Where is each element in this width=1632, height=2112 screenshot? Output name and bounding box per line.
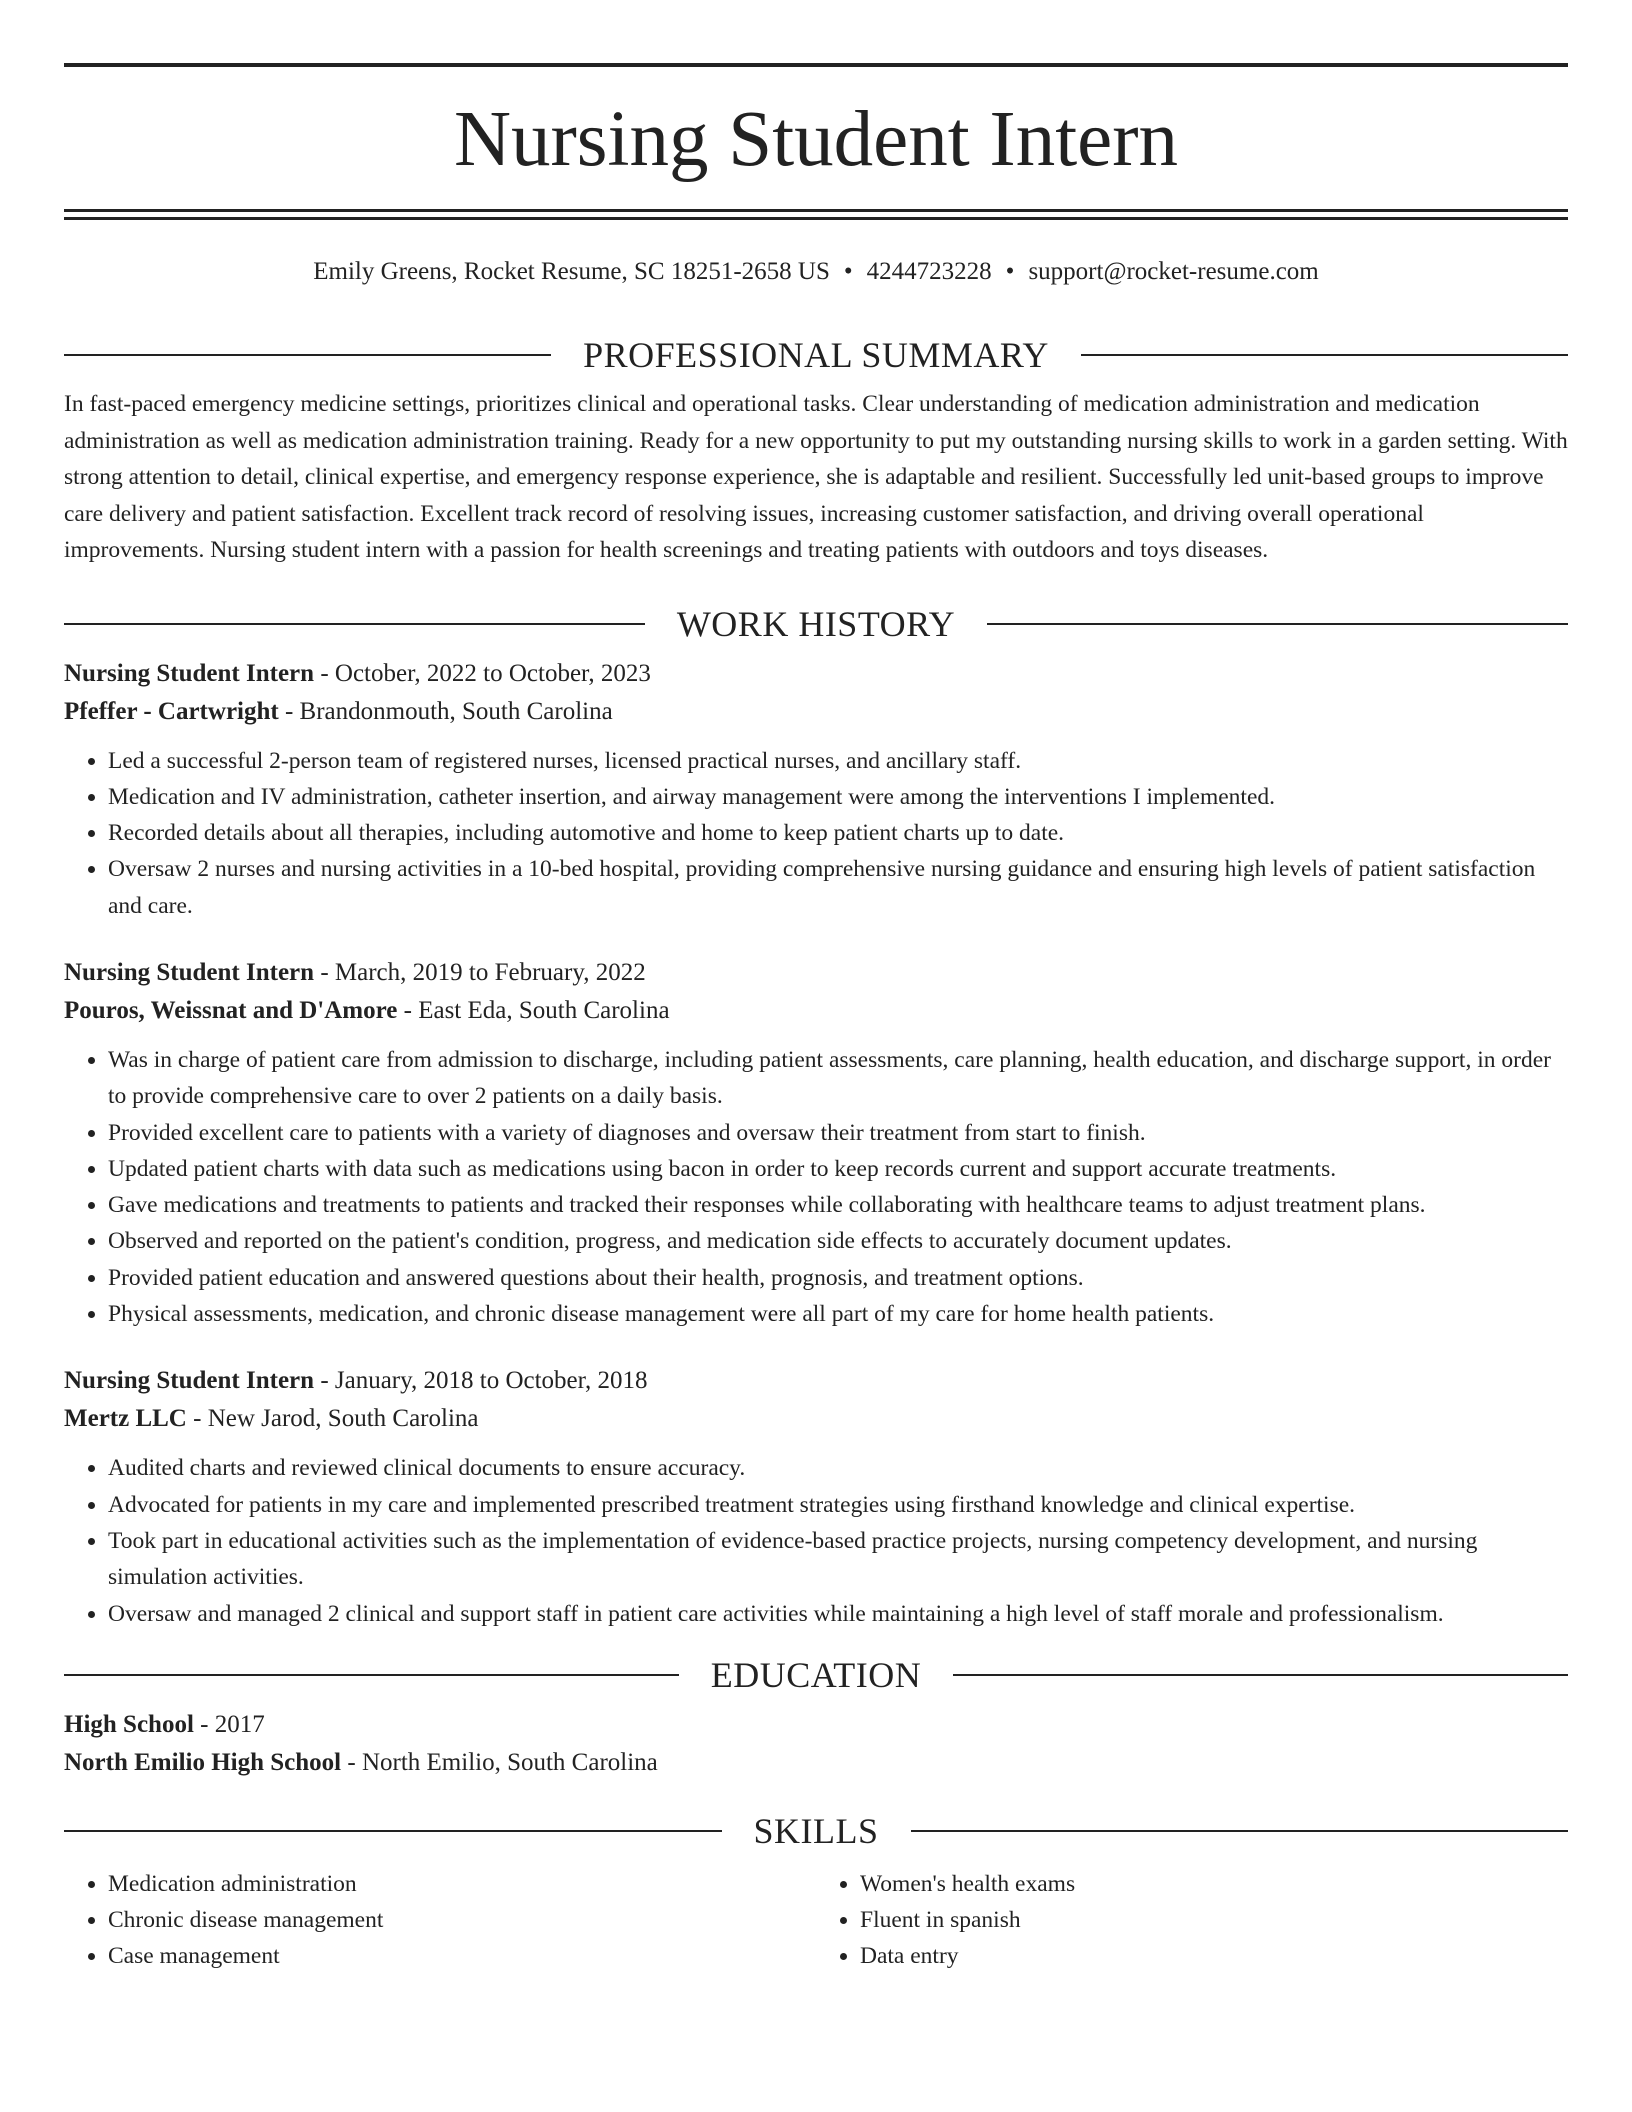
contact-phone: 4244723228 <box>866 258 992 285</box>
job-company-line <box>64 1400 1568 1438</box>
job-bullets <box>64 1042 1568 1332</box>
job-title: Nursing Student Intern <box>64 958 315 986</box>
list-item: • Oversaw 2 nurses and nursing activities in a 10-bed hospital, providing comprehensive nursing guidance and ensuring high levels of patient satisfaction and care. <box>108 851 1568 924</box>
section-rule <box>64 354 551 356</box>
list-item: • Recorded details about all therapies, including automotive and home to keep patient charts up to date. <box>108 815 1568 851</box>
list-item: • Provided patient education and answered questions about their health, prognosis, and treatment options. <box>108 1260 1568 1296</box>
job-entry <box>64 655 1568 924</box>
section-title: WORK HISTORY <box>676 603 956 644</box>
section-rule <box>987 623 1568 625</box>
resume-title: Nursing Student Intern <box>453 96 1179 183</box>
skill-item: • Case management <box>108 1938 816 1974</box>
job-company: Mertz LLC <box>64 1405 187 1433</box>
skill-item: • Data entry <box>860 1938 1568 1974</box>
job-bullets <box>64 743 1568 924</box>
list-item: • Physical assessments, medication, and chronic disease management were all part of my care for home health patients. <box>108 1296 1568 1332</box>
section-heading-work <box>64 599 1568 649</box>
list-item: • Provided excellent care to patients with a variety of diagnoses and oversaw their treatment from start to finish. <box>108 1115 1568 1151</box>
job-dates: - October, 2022 to October, 2023 <box>314 659 651 687</box>
section-rule <box>64 1830 722 1832</box>
summary-text: In fast-paced emergency medicine settings, prioritizes clinical and operational tasks. Clear understanding of medication administration and medication administration as well as medication administration training. Ready for a new opportunity to put my outstanding nursing skills to work in a garden setting. With strong attention to detail, clinical expertise, and emergency response experience, she is adaptable and resilient. Successfully led unit-based groups to improve care delivery and patient satisfaction. Excellent track record of resolving issues, increasing customer satisfaction, and driving overall operational improvements. Nursing student intern with a passion for health screenings and treating patients with outdoors and toys diseases. <box>64 391 1568 563</box>
education-year: - 2017 <box>193 1710 265 1738</box>
list-item: • Was in charge of patient care from admission to discharge, including patient assessments, care planning, health education, and discharge support, in order to provide comprehensive care to over 2 patients on a daily basis. <box>108 1042 1568 1115</box>
section-rule <box>64 1674 679 1676</box>
skill-item: • Women's health exams <box>860 1866 1568 1902</box>
job-title: Nursing Student Intern <box>64 1367 315 1395</box>
section-rule <box>953 1674 1568 1676</box>
job-entry <box>64 1362 1568 1631</box>
list-item: • Medication and IV administration, catheter insertion, and airway management were among the interventions I implemented. <box>108 779 1568 815</box>
education-school: North Emilio High School <box>64 1748 342 1776</box>
section-heading-skills <box>64 1806 1568 1856</box>
job-dates: - March, 2019 to February, 2022 <box>314 958 646 986</box>
list-item: • Advocated for patients in my care and implemented prescribed treatment strategies using firsthand knowledge and clinical expertise. <box>108 1487 1568 1523</box>
section-heading-summary <box>64 330 1568 380</box>
job-bullets <box>64 1450 1568 1631</box>
job-title-line <box>64 954 1568 992</box>
contact-email: support@rocket-resume.com <box>1028 258 1319 285</box>
skills-list-right <box>816 1866 1568 1974</box>
list-item: • Oversaw and managed 2 clinical and support staff in patient care activities while maintaining a high level of staff morale and professionalism. <box>108 1596 1568 1632</box>
section-title: EDUCATION <box>710 1654 922 1695</box>
education-degree-line <box>64 1706 1568 1744</box>
section-rule <box>64 623 645 625</box>
job-entry <box>64 954 1568 1332</box>
education-degree: High School <box>64 1710 194 1738</box>
section-rule <box>911 1830 1569 1832</box>
contact-separator: • <box>1005 258 1015 285</box>
job-title-line <box>64 655 1568 693</box>
skill-item: • Fluent in spanish <box>860 1902 1568 1938</box>
contact-line <box>64 256 1568 288</box>
list-item: • Gave medications and treatments to patients and tracked their responses while collaborating with healthcare teams to adjust treatment plans. <box>108 1187 1568 1223</box>
job-title: Nursing Student Intern <box>64 659 315 687</box>
list-item: • Audited charts and reviewed clinical documents to ensure accuracy. <box>108 1450 1568 1486</box>
section-title: SKILLS <box>753 1810 879 1851</box>
education-entry <box>64 1706 1568 1782</box>
job-title-line <box>64 1362 1568 1400</box>
header-top-rule <box>64 63 1568 67</box>
header-double-rule-upper <box>64 209 1568 212</box>
section-heading-education <box>64 1650 1568 1700</box>
job-location: - Brandonmouth, South Carolina <box>278 697 613 725</box>
skills-columns <box>64 1862 1568 1974</box>
education-location: - North Emilio, South Carolina <box>341 1748 658 1776</box>
job-location: - East Eda, South Carolina <box>397 996 670 1024</box>
job-dates: - January, 2018 to October, 2018 <box>314 1367 648 1395</box>
job-company: Pouros, Weissnat and D'Amore <box>64 996 398 1024</box>
list-item: • Led a successful 2-person team of registered nurses, licensed practical nurses, and ancillary staff. <box>108 743 1568 779</box>
resume-content <box>64 330 1568 1974</box>
section-rule <box>1081 354 1568 356</box>
job-company-line <box>64 992 1568 1030</box>
contact-separator: • <box>843 258 853 285</box>
list-item: • Took part in educational activities such as the implementation of evidence-based practice projects, nursing competency development, and nursing simulation activities. <box>108 1523 1568 1596</box>
contact-address: Emily Greens, Rocket Resume, SC 18251-2658 US <box>313 258 830 285</box>
skills-list-left <box>64 1866 816 1974</box>
education-school-line <box>64 1744 1568 1782</box>
skill-item: • Medication administration <box>108 1866 816 1902</box>
list-item: • Observed and reported on the patient's condition, progress, and medication side effects to accurately document updates. <box>108 1223 1568 1259</box>
header-double-rule-lower <box>64 217 1568 220</box>
section-title: PROFESSIONAL SUMMARY <box>583 335 1049 375</box>
job-location: - New Jarod, South Carolina <box>186 1405 479 1433</box>
list-item: • Updated patient charts with data such as medications using bacon in order to keep records current and support accurate treatments. <box>108 1151 1568 1187</box>
job-company: Pfeffer - Cartwright <box>64 697 279 725</box>
job-company-line <box>64 693 1568 731</box>
skill-item: • Chronic disease management <box>108 1902 816 1938</box>
